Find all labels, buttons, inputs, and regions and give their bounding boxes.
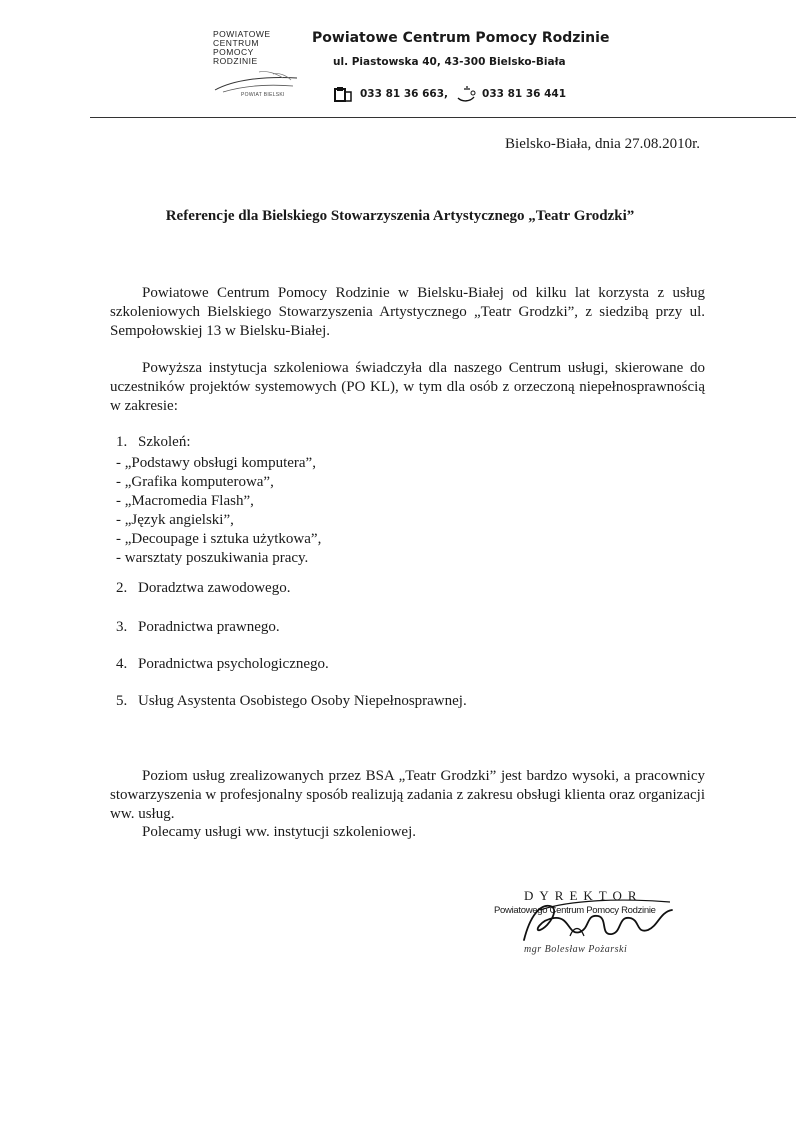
pcpr-logo [213, 30, 301, 102]
list-item-number: 3. [116, 619, 128, 635]
organization-address: ul. Piastowska 40, 43-300 Bielsko-Biała [333, 56, 566, 68]
list-item-label: Poradnictwa psychologicznego. [138, 656, 329, 672]
list-item-number: 4. [116, 656, 128, 672]
stamp-organization: Powiatowego Centrum Pomocy Rodzinie [494, 905, 656, 916]
logo-line-4: RODZINIE [213, 56, 258, 66]
contact-row [334, 86, 566, 102]
paragraph-recommendation: Polecamy usługi ww. instytucji szkoleniowej. [142, 824, 416, 840]
list-item-2 [116, 580, 290, 597]
list-item-label: Poradnictwa prawnego. [138, 619, 280, 635]
list-item-5 [116, 693, 467, 710]
paragraph-assessment: Poziom usług zrealizowanych przez BSA „Teatr Grodzki” jest bardzo wysoki, a pracownicy stowarzyszenia w profesjonalny sposób realizują zadania z zakresu obsługi klienta oraz organizacji ww. usług. [110, 768, 705, 822]
organization-name: Powiatowe Centrum Pomocy Rodzinie [312, 30, 610, 46]
list-item-1 [116, 433, 191, 452]
director-stamp [494, 888, 684, 968]
header-divider [90, 117, 796, 118]
list-item-label: Szkoleń: [138, 434, 191, 450]
list-item-label: Usług Asystenta Osobistego Osoby Niepełnosprawnej. [138, 693, 467, 709]
phone-icon [334, 86, 356, 102]
list-item-number: 1. [116, 434, 128, 450]
paragraph-intro: Powiatowe Centrum Pomocy Rodzinie w Bielsku-Białej od kilku lat korzysta z usług szkoleniowych Bielskiego Stowarzyszenia Artystycznego „Teatr Grodzki”, z siedzibą przy ul. Sempołowskiej 13 w Bielsku-Białej. [110, 285, 705, 339]
logo-hands-icon [213, 70, 301, 94]
logo-sub-label: POWIAT BIELSKI [241, 92, 285, 98]
sub-list-item: - „Podstawy obsługi komputera”, [116, 455, 316, 471]
list-item-4 [116, 656, 329, 673]
phone-number: 033 81 36 663, [360, 88, 449, 100]
training-sub-list [116, 454, 321, 568]
fax-number: 033 81 36 441 [482, 88, 567, 100]
letter-title: Referencje dla Bielskiego Stowarzyszenia Artystycznego „Teatr Grodzki” [165, 208, 635, 224]
stamp-name: mgr Bolesław Pożarski [524, 944, 628, 955]
list-item-3 [116, 619, 280, 636]
sub-list-item: - „Macromedia Flash”, [116, 493, 254, 509]
handwritten-signature [510, 896, 680, 948]
sub-list-item: - „Decoupage i sztuka użytkowa”, [116, 531, 322, 547]
fax-icon [456, 86, 478, 102]
logo-line-1: POWIATOWE [213, 29, 271, 39]
date-line: Bielsko-Biała, dnia 27.08.2010r. [505, 136, 700, 152]
stamp-title: DYREKTOR [524, 888, 643, 903]
sub-list-item: - warsztaty poszukiwania pracy. [116, 550, 309, 566]
logo-line-3: POMOCY [213, 47, 254, 57]
list-item-number: 2. [116, 580, 128, 596]
list-item-number: 5. [116, 693, 128, 709]
sub-list-item: - „Język angielski”, [116, 512, 234, 528]
logo-line-2: CENTRUM [213, 38, 259, 48]
sub-list-item: - „Grafika komputerowa”, [116, 474, 274, 490]
list-item-label: Doradztwa zawodowego. [138, 580, 291, 596]
paragraph-services: Powyższa instytucja szkoleniowa świadczyła dla naszego Centrum usługi, skierowane do uczestników projektów systemowych (PO KL), w tym dla osób z orzeczoną niepełnosprawnością w zakresie: [110, 360, 705, 414]
